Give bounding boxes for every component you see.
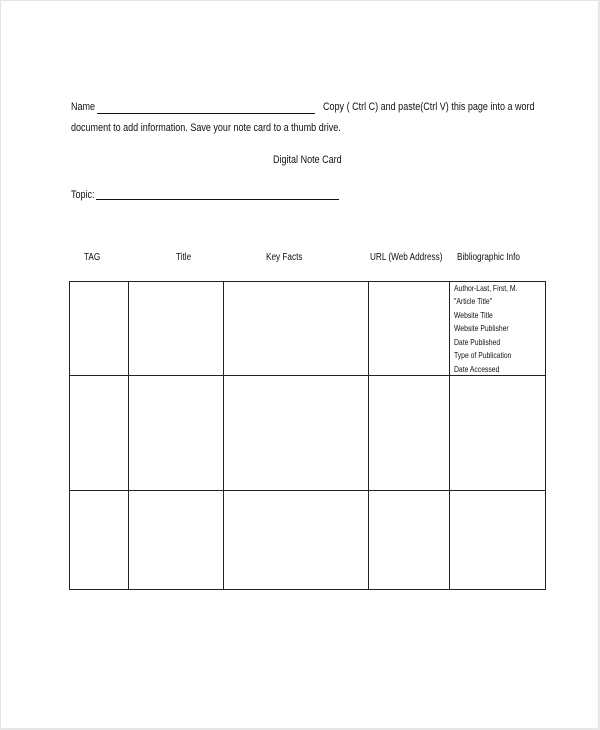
bib-line: Date Accessed [454,364,500,374]
name-label: Name [71,101,96,113]
page-title: Digital Note Card [273,154,342,166]
table-border-left [69,281,70,590]
table-border-top [69,281,546,282]
copy-instruction: Copy ( Ctrl C) and paste(Ctrl V) this page into a word [323,101,535,113]
column-header-key-facts: Key Facts [266,252,303,263]
table-col-divider-2 [223,281,224,590]
column-header-tag: TAG [84,252,101,263]
table-border-right [545,281,546,590]
table-col-divider-1 [128,281,129,590]
instruction-continuation: document to add information. Save your note card to a thumb drive. [71,122,341,134]
bib-line: Website Publisher [454,323,509,333]
table-row-divider-2 [69,490,546,491]
bib-line: Website Title [454,310,493,320]
name-underline[interactable] [97,113,315,114]
table-row-divider-1 [69,375,546,376]
table-border-bottom [69,589,546,590]
table-col-divider-4 [449,281,450,590]
topic-underline[interactable] [96,199,339,200]
bib-line: "Article Title" [454,296,493,306]
table-col-divider-3 [368,281,369,590]
document-page [1,1,598,728]
bib-line: Type of Publication [454,350,512,360]
bib-line: Date Published [454,337,501,347]
column-header-bibliographic-info: Bibliographic Info [457,252,520,263]
column-header-title: Title [176,252,192,263]
topic-label: Topic: [71,189,95,201]
bib-line: Author-Last, First, M. [454,283,518,293]
column-header-url: URL (Web Address) [370,252,443,263]
